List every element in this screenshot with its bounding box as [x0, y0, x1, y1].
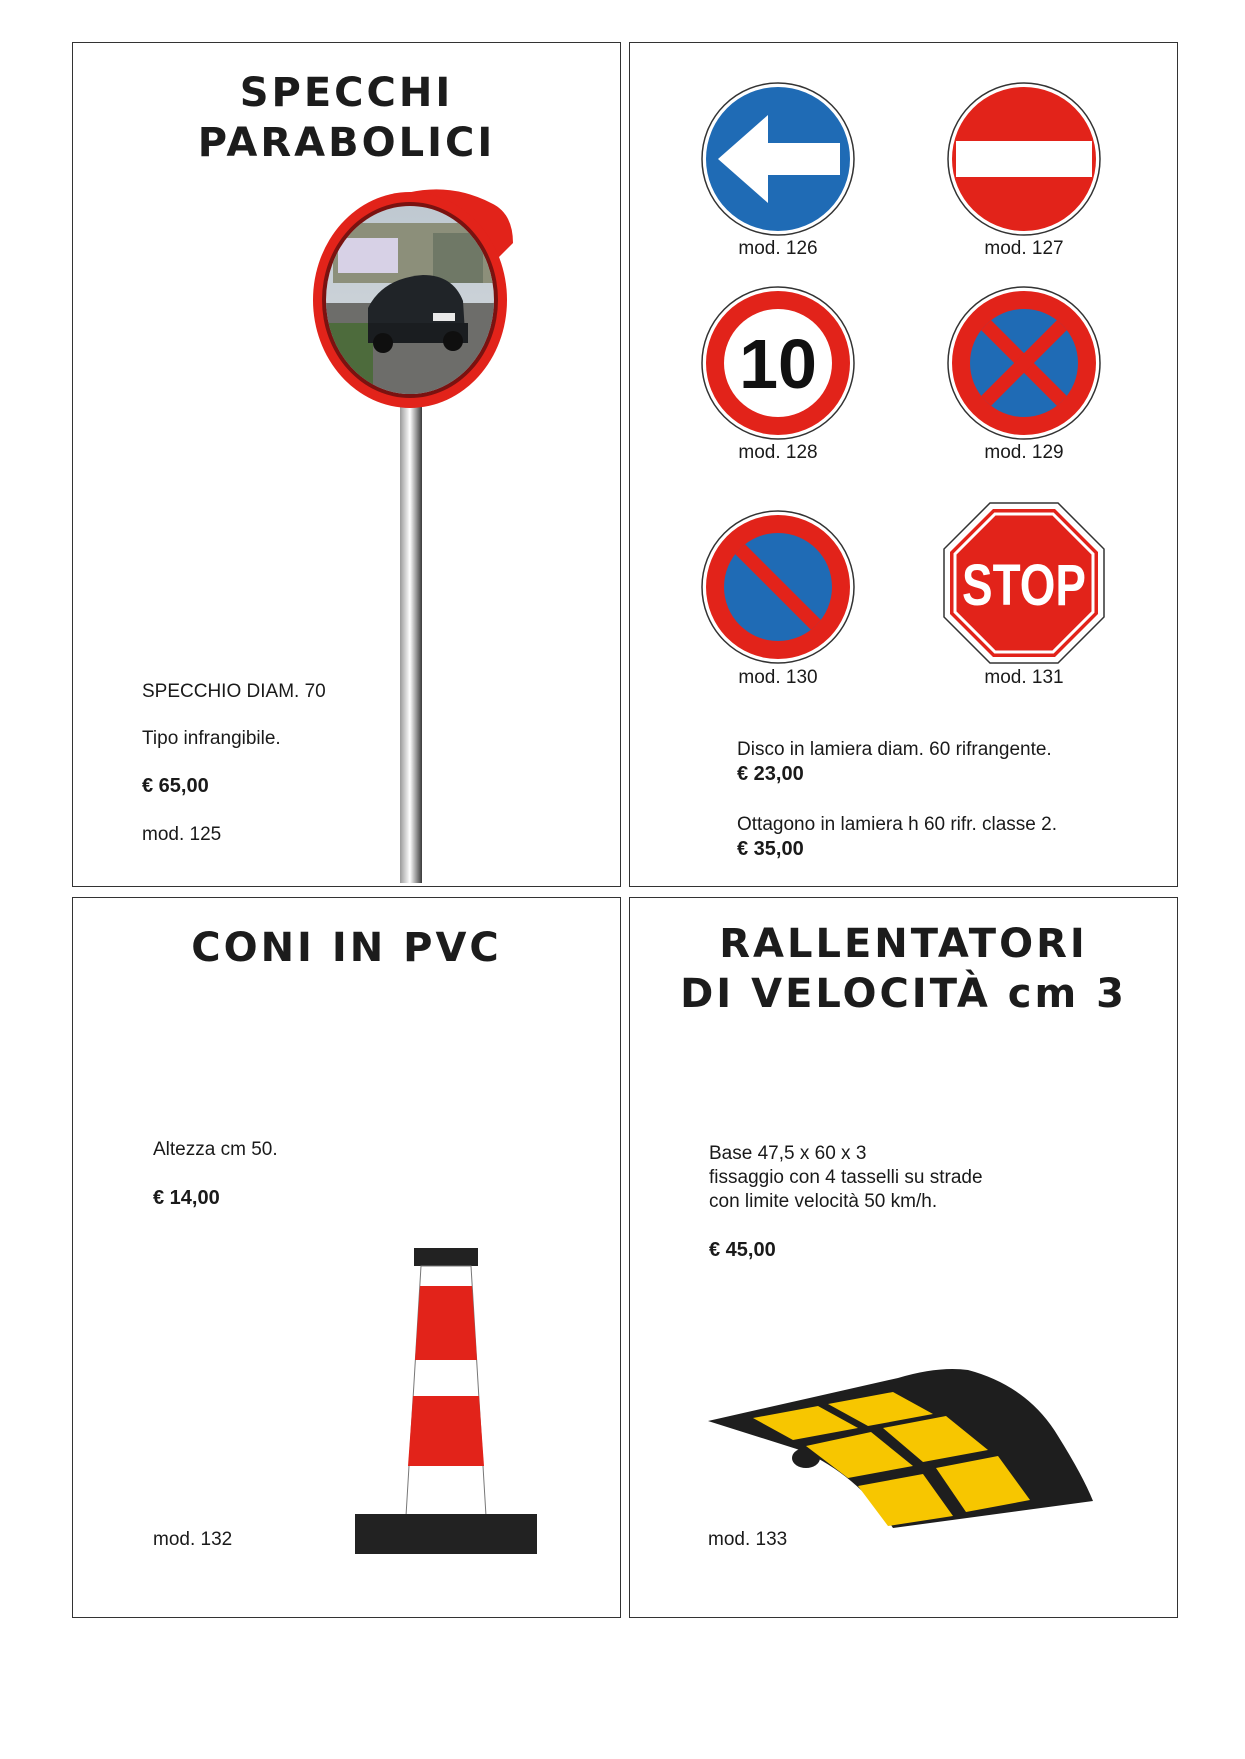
disc-price: € 23,00 — [737, 763, 804, 785]
bump-desc-line2: fissaggio con 4 tasselli su strade — [709, 1167, 983, 1188]
cone-model: mod. 132 — [153, 1529, 233, 1550]
traffic-cone-image — [355, 1248, 545, 1558]
left-arrow-sign-icon — [700, 81, 856, 237]
bump-desc-line3: con limite velocità 50 km/h. — [709, 1191, 938, 1212]
no-entry-sign-icon — [946, 81, 1102, 237]
bump-desc-line1: Base 47,5 x 60 x 3 — [709, 1143, 867, 1164]
no-parking-sign-icon — [700, 509, 856, 665]
parabolic-mirror-image — [313, 183, 543, 893]
stop-text: STOP — [962, 553, 1086, 618]
mirror-type: Tipo infrangibile. — [142, 728, 281, 749]
mirror-spec: SPECCHIO DIAM. 70 — [142, 681, 326, 702]
speed-bump-panel — [629, 897, 1178, 1618]
mirror-model: mod. 125 — [142, 824, 222, 845]
signs-panel — [629, 42, 1178, 887]
cone-price: € 14,00 — [153, 1187, 220, 1209]
no-stopping-sign-icon — [946, 285, 1102, 441]
sign-model-131: mod. 131 — [984, 667, 1064, 688]
sign-model-129: mod. 129 — [984, 442, 1064, 463]
mirror-price: € 65,00 — [142, 775, 209, 797]
mirror-title-line1: SPECCHI — [239, 70, 454, 116]
sign-model-130: mod. 130 — [738, 667, 818, 688]
mirror-panel — [72, 42, 621, 887]
speed-limit-value: 10 — [739, 325, 817, 403]
disc-description: Disco in lamiera diam. 60 rifrangente. — [737, 739, 1052, 760]
stop-sign-icon — [942, 501, 1106, 665]
speed-bump-image — [708, 1366, 1098, 1546]
cone-panel — [72, 897, 621, 1618]
sign-model-126: mod. 126 — [738, 238, 818, 259]
speed-limit-sign-icon — [700, 285, 856, 441]
mirror-title-line2: PARABOLICI — [197, 120, 496, 166]
bump-title-line1: RALLENTATORI — [719, 921, 1088, 967]
bump-title-line2: DI VELOCITÀ cm 3 — [680, 971, 1127, 1017]
bump-price: € 45,00 — [709, 1239, 776, 1261]
cone-title: CONI IN PVC — [191, 925, 502, 971]
bump-model: mod. 133 — [708, 1529, 788, 1550]
cone-height: Altezza cm 50. — [153, 1139, 278, 1160]
sign-model-128: mod. 128 — [738, 442, 818, 463]
octagon-price: € 35,00 — [737, 838, 804, 860]
sign-model-127: mod. 127 — [984, 238, 1064, 259]
octagon-description: Ottagono in lamiera h 60 rifr. classe 2. — [737, 814, 1057, 835]
